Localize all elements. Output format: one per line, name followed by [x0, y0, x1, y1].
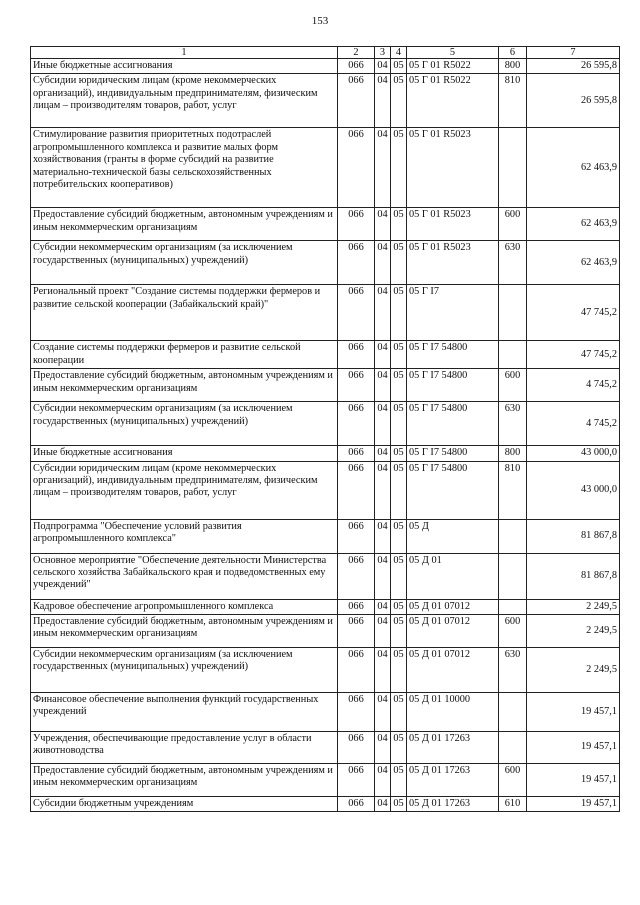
- row-amount: 2 249,5: [527, 615, 620, 648]
- row-amount: 81 867,8: [527, 519, 620, 553]
- table-row: [31, 128, 620, 208]
- header-col-4: 4: [391, 47, 407, 59]
- row-subsection: 05: [391, 74, 407, 128]
- row-target-code: 05 Г 01 R5023: [407, 241, 499, 285]
- row-target-code: 05 Г I7 54800: [407, 341, 499, 369]
- row-target-code: 05 Д 01 17263: [407, 797, 499, 812]
- row-name: Предоставление субсидий бюджетным, автономным учреждениям и иным некоммерческим организациям: [31, 764, 338, 797]
- row-name: Подпрограмма "Обеспечение условий развития агропромышленного комплекса": [31, 519, 338, 553]
- row-admin-code: 066: [338, 241, 375, 285]
- row-admin-code: 066: [338, 128, 375, 208]
- row-expense-type: 610: [499, 797, 527, 812]
- row-section: 04: [375, 461, 391, 519]
- row-section: 04: [375, 128, 391, 208]
- table-row: [31, 369, 620, 402]
- row-expense-type: 600: [499, 615, 527, 648]
- row-admin-code: 066: [338, 599, 375, 614]
- table-row: [31, 732, 620, 764]
- row-expense-type: 800: [499, 59, 527, 74]
- header-col-1: 1: [31, 47, 338, 59]
- row-amount: 62 463,9: [527, 208, 620, 241]
- row-expense-type: 600: [499, 764, 527, 797]
- table-row: [31, 519, 620, 553]
- row-section: 04: [375, 648, 391, 693]
- budget-table: [30, 46, 620, 812]
- table-row: [31, 764, 620, 797]
- row-admin-code: 066: [338, 402, 375, 446]
- row-expense-type: 810: [499, 461, 527, 519]
- table-header-row: [31, 47, 620, 59]
- row-name: Предоставление субсидий бюджетным, автономным учреждениям и иным некоммерческим организациям: [31, 615, 338, 648]
- row-amount: 2 249,5: [527, 648, 620, 693]
- row-name: Предоставление субсидий бюджетным, автономным учреждениям и иным некоммерческим организациям: [31, 369, 338, 402]
- row-target-code: 05 Г 01 R5023: [407, 128, 499, 208]
- row-subsection: 05: [391, 519, 407, 553]
- row-subsection: 05: [391, 208, 407, 241]
- page-number: 153: [311, 15, 329, 27]
- row-amount: 4 745,2: [527, 369, 620, 402]
- row-target-code: 05 Г I7 54800: [407, 402, 499, 446]
- table-row: [31, 599, 620, 614]
- row-name: Субсидии некоммерческим организациям (за исключением государственных (муниципальных) учреждений): [31, 241, 338, 285]
- row-subsection: 05: [391, 732, 407, 764]
- row-expense-type: 800: [499, 446, 527, 461]
- row-subsection: 05: [391, 446, 407, 461]
- row-amount: 47 745,2: [527, 341, 620, 369]
- row-name: Региональный проект "Создание системы поддержки фермеров и развитие сельской кооперации (Забайкальский край)": [31, 285, 338, 341]
- row-expense-type: 630: [499, 648, 527, 693]
- row-admin-code: 066: [338, 553, 375, 599]
- row-section: 04: [375, 285, 391, 341]
- row-expense-type: [499, 341, 527, 369]
- row-subsection: 05: [391, 797, 407, 812]
- row-target-code: 05 Г 01 R5022: [407, 74, 499, 128]
- row-admin-code: 066: [338, 797, 375, 812]
- row-target-code: 05 Д 01: [407, 553, 499, 599]
- row-target-code: 05 Д 01 17263: [407, 732, 499, 764]
- row-subsection: 05: [391, 648, 407, 693]
- row-target-code: 05 Г I7 54800: [407, 369, 499, 402]
- row-section: 04: [375, 732, 391, 764]
- table-row: [31, 553, 620, 599]
- row-subsection: 05: [391, 128, 407, 208]
- row-admin-code: 066: [338, 208, 375, 241]
- row-name: Субсидии бюджетным учреждениям: [31, 797, 338, 812]
- row-expense-type: [499, 519, 527, 553]
- row-section: 04: [375, 446, 391, 461]
- row-section: 04: [375, 599, 391, 614]
- row-target-code: 05 Д 01 07012: [407, 599, 499, 614]
- row-section: 04: [375, 369, 391, 402]
- row-admin-code: 066: [338, 764, 375, 797]
- row-amount: 19 457,1: [527, 764, 620, 797]
- row-name: Субсидии некоммерческим организациям (за исключением государственных (муниципальных) учреждений): [31, 648, 338, 693]
- row-expense-type: 630: [499, 402, 527, 446]
- row-subsection: 05: [391, 615, 407, 648]
- row-name: Создание системы поддержки фермеров и развитие сельской кооперации: [31, 341, 338, 369]
- row-amount: 26 595,8: [527, 59, 620, 74]
- row-subsection: 05: [391, 599, 407, 614]
- row-section: 04: [375, 59, 391, 74]
- row-target-code: 05 Г 01 R5023: [407, 208, 499, 241]
- header-col-5: 5: [407, 47, 499, 59]
- row-amount: 4 745,2: [527, 402, 620, 446]
- row-subsection: 05: [391, 402, 407, 446]
- row-subsection: 05: [391, 285, 407, 341]
- row-name: Предоставление субсидий бюджетным, автономным учреждениям и иным некоммерческим организациям: [31, 208, 338, 241]
- row-name: Субсидии некоммерческим организациям (за исключением государственных (муниципальных) учреждений): [31, 402, 338, 446]
- table-row: [31, 74, 620, 128]
- row-name: Иные бюджетные ассигнования: [31, 59, 338, 74]
- table-row: [31, 241, 620, 285]
- header-col-3: 3: [375, 47, 391, 59]
- header-col-7: 7: [527, 47, 620, 59]
- row-amount: 47 745,2: [527, 285, 620, 341]
- row-amount: 43 000,0: [527, 461, 620, 519]
- table-row: [31, 615, 620, 648]
- row-section: 04: [375, 519, 391, 553]
- row-expense-type: [499, 285, 527, 341]
- row-target-code: 05 Д 01 17263: [407, 764, 499, 797]
- row-section: 04: [375, 615, 391, 648]
- row-amount: 62 463,9: [527, 128, 620, 208]
- table-row: [31, 285, 620, 341]
- row-section: 04: [375, 74, 391, 128]
- row-amount: 19 457,1: [527, 732, 620, 764]
- row-admin-code: 066: [338, 59, 375, 74]
- row-section: 04: [375, 341, 391, 369]
- row-expense-type: 600: [499, 208, 527, 241]
- row-expense-type: [499, 553, 527, 599]
- row-expense-type: [499, 599, 527, 614]
- row-amount: 2 249,5: [527, 599, 620, 614]
- table-row: [31, 402, 620, 446]
- row-subsection: 05: [391, 693, 407, 732]
- row-name: Субсидии юридическим лицам (кроме некоммерческих организаций), индивидуальным предпринимателям, физическим лицам – производителям товаров, работ, услуг: [31, 74, 338, 128]
- table-row: [31, 446, 620, 461]
- table-row: [31, 461, 620, 519]
- header-col-2: 2: [338, 47, 375, 59]
- row-admin-code: 066: [338, 369, 375, 402]
- row-expense-type: 600: [499, 369, 527, 402]
- row-admin-code: 066: [338, 446, 375, 461]
- row-section: 04: [375, 402, 391, 446]
- row-name: Иные бюджетные ассигнования: [31, 446, 338, 461]
- table-body: [31, 59, 620, 812]
- row-expense-type: 630: [499, 241, 527, 285]
- row-section: 04: [375, 764, 391, 797]
- row-subsection: 05: [391, 461, 407, 519]
- row-target-code: 05 Д 01 10000: [407, 693, 499, 732]
- row-expense-type: [499, 693, 527, 732]
- row-amount: 26 595,8: [527, 74, 620, 128]
- table-row: [31, 59, 620, 74]
- row-target-code: 05 Д 01 07012: [407, 615, 499, 648]
- row-amount: 62 463,9: [527, 241, 620, 285]
- row-expense-type: [499, 732, 527, 764]
- table-row: [31, 797, 620, 812]
- row-target-code: 05 Г I7 54800: [407, 461, 499, 519]
- row-admin-code: 066: [338, 615, 375, 648]
- row-name: Стимулирование развития приоритетных подотраслей агропромышленного комплекса и развитие малых форм хозяйствования (гранты в форме субсидий на развитие материально-технической базы сельскохозяйственных потребительских кооперативов): [31, 128, 338, 208]
- row-subsection: 05: [391, 553, 407, 599]
- row-name: Учреждения, обеспечивающие предоставление услуг в области животноводства: [31, 732, 338, 764]
- row-target-code: 05 Г I7: [407, 285, 499, 341]
- row-amount: 19 457,1: [527, 797, 620, 812]
- table-row: [31, 341, 620, 369]
- row-name: Субсидии юридическим лицам (кроме некоммерческих организаций), индивидуальным предпринимателям, физическим лицам – производителям товаров, работ, услуг: [31, 461, 338, 519]
- row-target-code: 05 Д: [407, 519, 499, 553]
- row-subsection: 05: [391, 764, 407, 797]
- row-admin-code: 066: [338, 732, 375, 764]
- table-row: [31, 648, 620, 693]
- row-expense-type: [499, 128, 527, 208]
- row-expense-type: 810: [499, 74, 527, 128]
- row-subsection: 05: [391, 341, 407, 369]
- row-section: 04: [375, 208, 391, 241]
- header-col-6: 6: [499, 47, 527, 59]
- row-subsection: 05: [391, 59, 407, 74]
- row-section: 04: [375, 241, 391, 285]
- row-admin-code: 066: [338, 519, 375, 553]
- row-name: Финансовое обеспечение выполнения функций государственных учреждений: [31, 693, 338, 732]
- row-section: 04: [375, 553, 391, 599]
- table-row: [31, 693, 620, 732]
- row-admin-code: 066: [338, 693, 375, 732]
- row-admin-code: 066: [338, 74, 375, 128]
- row-name: Кадровое обеспечение агропромышленного комплекса: [31, 599, 338, 614]
- table-row: [31, 208, 620, 241]
- row-target-code: 05 Г 01 R5022: [407, 59, 499, 74]
- row-subsection: 05: [391, 241, 407, 285]
- row-admin-code: 066: [338, 461, 375, 519]
- row-admin-code: 066: [338, 648, 375, 693]
- row-subsection: 05: [391, 369, 407, 402]
- row-admin-code: 066: [338, 341, 375, 369]
- row-amount: 19 457,1: [527, 693, 620, 732]
- row-admin-code: 066: [338, 285, 375, 341]
- row-name: Основное мероприятие "Обеспечение деятельности Министерства сельского хозяйства Забайкальского края и подведомственных ему учреждений": [31, 553, 338, 599]
- row-target-code: 05 Г I7 54800: [407, 446, 499, 461]
- row-section: 04: [375, 797, 391, 812]
- row-amount: 43 000,0: [527, 446, 620, 461]
- row-target-code: 05 Д 01 07012: [407, 648, 499, 693]
- row-section: 04: [375, 693, 391, 732]
- row-amount: 81 867,8: [527, 553, 620, 599]
